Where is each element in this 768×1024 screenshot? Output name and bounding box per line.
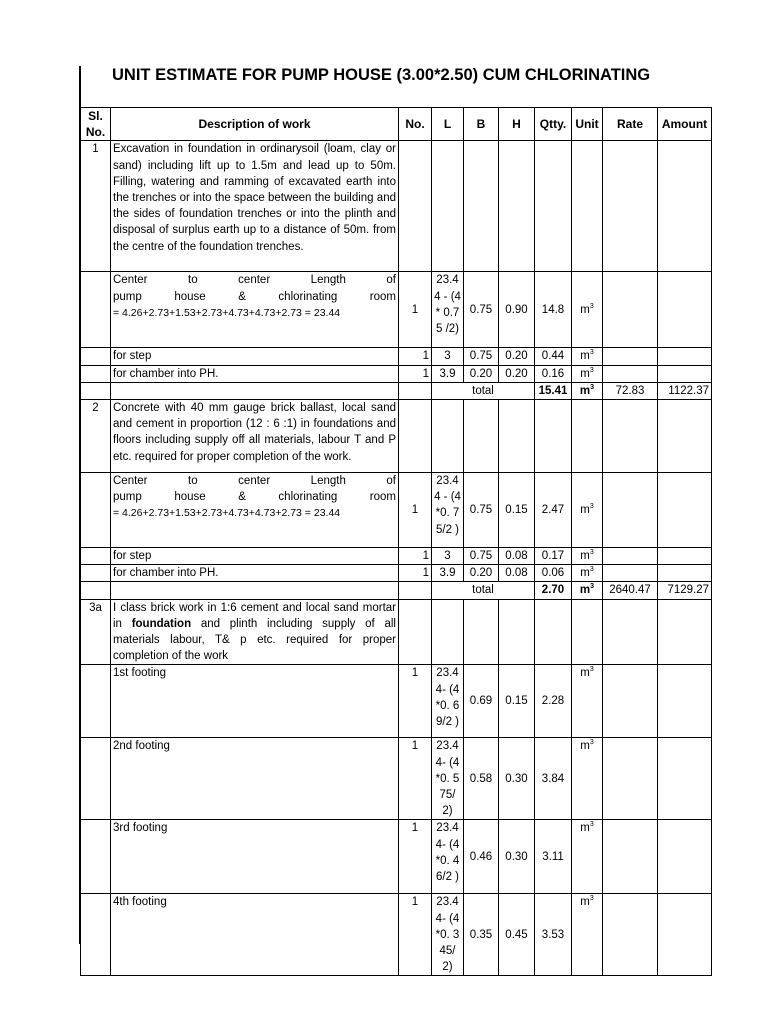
table-row: 1st footing 1 23.4 4- (4*0. 69/2 ) 0.69 0.15 2.28 $m^3$ — [81, 665, 712, 738]
item-row — [81, 400, 712, 473]
item-sl: 1 — [81, 141, 111, 272]
calc-description: Center to center Length of pump house & chlorinating room = 4.26+2.73+1.53+2.73+4.73+4.73+2.73 = 23.44 — [111, 272, 399, 348]
header-unit: Unit — [572, 108, 603, 141]
header-b: B — [464, 108, 499, 141]
total-row: total 2.70 $m^3$ 2640.47 7129.27 — [81, 582, 712, 599]
header-amount: Amount — [658, 108, 712, 141]
item-description: Excavation in foundation in ordinarysoil (loam, clay or sand) including lift up to 1.5m and lead up to 50m. Filling, watering and ramming of excavated earth into the trenches or into the space between the building and the sides of foundation trenches or into the plinth and disposal of surplus earth up to a distance of 50m. from the centre of the foundation trenches. — [111, 141, 399, 272]
header-sl: Sl. No. — [81, 108, 111, 141]
header-no: No. — [399, 108, 432, 141]
table-row: for step 1 3 0.75 0.20 0.44 $m^3$ — [81, 348, 712, 365]
document-title: UNIT ESTIMATE FOR PUMP HOUSE (3.00*2.50) CUM CHLORINATING — [112, 66, 651, 84]
table-row: Center to center Length of pump house & chlorinating room = 4.26+2.73+1.53+2.73+4.73+4.73+2.73 = 23.44 1 23.4 4 - (4*0. 75/2 ) 0.75 0.15 2.47 $m^3$ — [81, 473, 712, 548]
item-sl: 2 — [81, 400, 111, 473]
item-row — [81, 141, 712, 272]
table-row: for step 1 3 0.75 0.08 0.17 $m^3$ — [81, 548, 712, 565]
table-row: 2nd footing 1 23.4 4- (4*0. 575/ 2) 0.58 0.30 3.84 $m^3$ — [81, 738, 712, 820]
table-row: Center to center Length of pump house & chlorinating room = 4.26+2.73+1.53+2.73+4.73+4.73+2.73 = 23.44 1 23.4 4 - (4* 0.75 /2) 0.75 0.90 14.8 $m^3$ — [81, 272, 712, 348]
item-description: Concrete with 40 mm gauge brick ballast, local sand and cement in proportion (12 : 6 :1) in foundations and floors including supply off all materials, labour T and P etc. required for proper completion of the work. — [111, 400, 399, 473]
header-row — [81, 108, 712, 141]
header-h: H — [499, 108, 535, 141]
item-sl: 3a — [81, 599, 111, 665]
header-description: Description of work — [111, 108, 399, 141]
table-row: 3rd footing 1 23.4 4- (4*0. 46/2 ) 0.46 0.30 3.11 $m^3$ — [81, 820, 712, 894]
total-row: total 15.41 $m^3$ 72.83 1122.37 — [81, 382, 712, 399]
item-row — [81, 599, 712, 665]
header-l: L — [432, 108, 464, 141]
table-row: for chamber into PH. 1 3.9 0.20 0.20 0.16 $m^3$ — [81, 365, 712, 382]
item-description: I class brick work in 1:6 cement and local sand mortar in foundation and plinth including supply of all materials labour, T& p etc. required for proper completion of the work — [111, 599, 399, 665]
header-rate: Rate — [603, 108, 658, 141]
calc-description: Center to center Length of pump house & chlorinating room = 4.26+2.73+1.53+2.73+4.73+4.73+2.73 = 23.44 — [111, 473, 399, 548]
header-qty: Qtty. — [535, 108, 572, 141]
estimate-table — [80, 107, 712, 976]
table-row: 4th footing 1 23.4 4- (4*0. 345/ 2) 0.35 0.45 3.53 $m^3$ — [81, 894, 712, 976]
table-row: for chamber into PH. 1 3.9 0.20 0.08 0.06 $m^3$ — [81, 565, 712, 582]
